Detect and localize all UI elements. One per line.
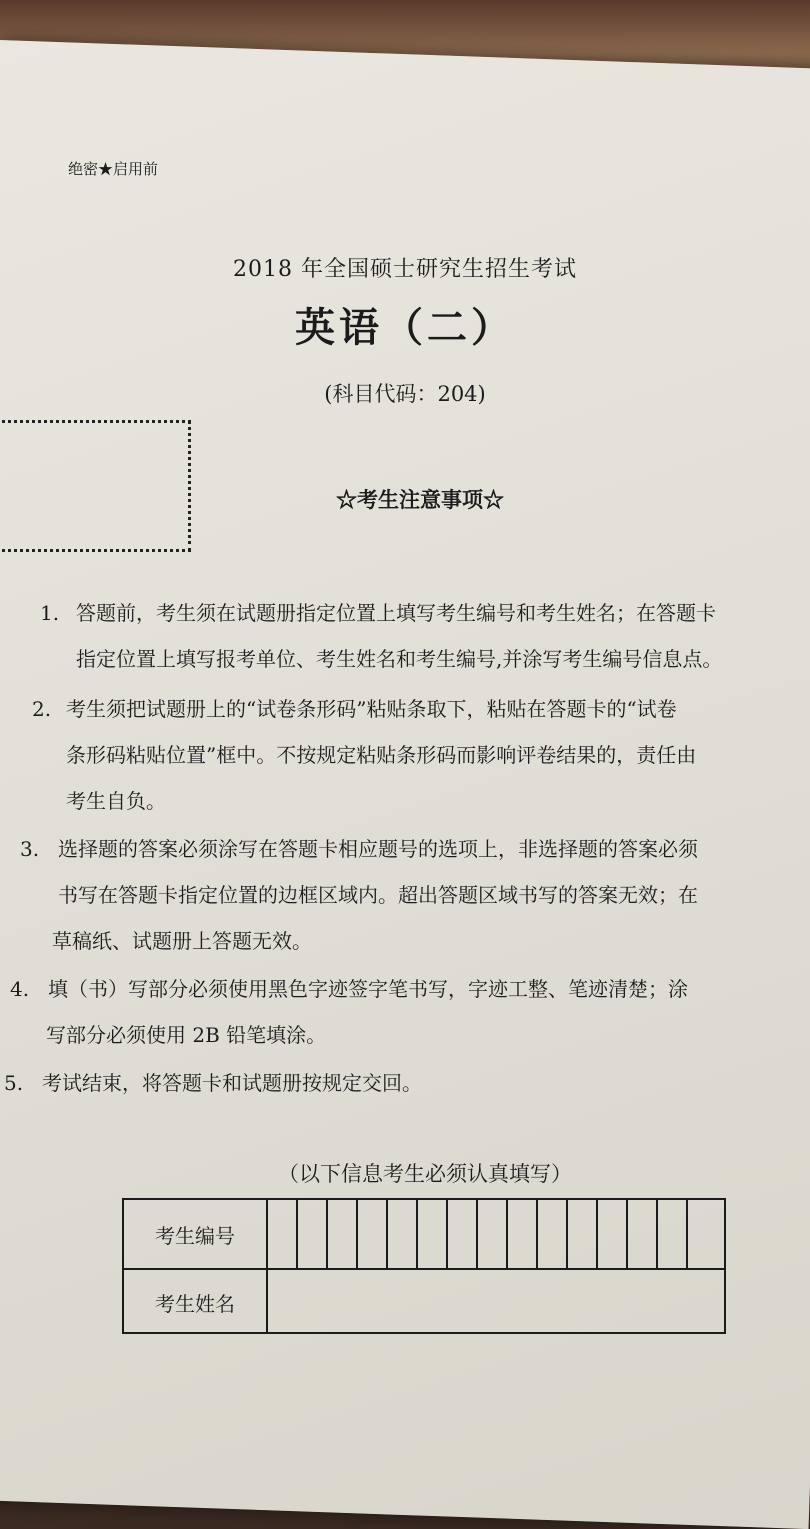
candidate-number-cell[interactable] [598, 1200, 628, 1268]
notice-number: 3. [20, 837, 40, 861]
candidate-number-cell[interactable] [418, 1200, 448, 1268]
notice-line: 选择题的答案必须涂写在答题卡相应题号的选项上，非选择题的答案必须 [58, 837, 698, 861]
candidate-number-cell[interactable] [538, 1200, 568, 1268]
candidate-number-cell[interactable] [388, 1200, 418, 1268]
notice-number: 1. [40, 601, 60, 625]
candidate-name-label: 考生姓名 [124, 1270, 268, 1334]
candidate-number-row [124, 1200, 724, 1270]
candidate-number-cells [268, 1200, 718, 1268]
candidate-number-cell[interactable] [478, 1200, 508, 1268]
notice-number: 2. [32, 697, 52, 721]
notice-line: 考生须把试题册上的“试卷条形码”粘贴条取下，粘贴在答题卡的“试卷 [66, 697, 677, 721]
subject-title: 英语（二） [295, 304, 515, 351]
notice-line: 书写在答题卡指定位置的边框区域内。超出答题区域书写的答案无效；在 [58, 883, 698, 907]
candidate-number-cell[interactable] [628, 1200, 658, 1268]
notice-title: ☆考生注意事项☆ [336, 487, 504, 512]
candidate-name-field[interactable] [268, 1270, 724, 1334]
notice-line: 条形码粘贴位置”框中。不按规定粘贴条形码而影响评卷结果的，责任由 [66, 743, 697, 767]
candidate-number-cell[interactable] [448, 1200, 478, 1268]
notice-line: 考生自负。 [66, 789, 166, 813]
fill-instruction: （以下信息考生必须认真填写） [278, 1162, 572, 1186]
notice-number: 5. [4, 1071, 24, 1095]
candidate-number-cell[interactable] [298, 1200, 328, 1268]
candidate-number-cell[interactable] [568, 1200, 598, 1268]
exam-title: 2018 年全国硕士研究生招生考试 [233, 257, 577, 282]
notice-line: 指定位置上填写报考单位、考生姓名和考生编号,并涂写考生编号信息点。 [76, 647, 723, 671]
notice-line: 填（书）写部分必须使用黑色字迹签字笔书写，字迹工整、笔迹清楚；涂 [48, 977, 688, 1001]
notice-number: 4. [10, 977, 30, 1001]
subject-code: (科目代码：204) [324, 382, 486, 406]
candidate-number-cell[interactable] [658, 1200, 688, 1268]
candidate-number-cell[interactable] [328, 1200, 358, 1268]
candidate-info-table [122, 1198, 726, 1334]
candidate-number-cell[interactable] [508, 1200, 538, 1268]
candidate-number-cell[interactable] [268, 1200, 298, 1268]
candidate-name-row [124, 1270, 724, 1334]
candidate-number-cell[interactable] [358, 1200, 388, 1268]
notice-line: 答题前，考生须在试题册指定位置上填写考生编号和考生姓名；在答题卡 [76, 601, 716, 625]
candidate-number-cell[interactable] [688, 1200, 718, 1268]
secret-label: 绝密★启用前 [68, 160, 159, 178]
notice-line: 写部分必须使用 2B 铅笔填涂。 [46, 1023, 327, 1047]
notice-line: 考试结束，将答题卡和试题册按规定交回。 [42, 1071, 422, 1095]
notice-line: 草稿纸、试题册上答题无效。 [52, 929, 312, 953]
candidate-number-label: 考生编号 [124, 1200, 268, 1268]
